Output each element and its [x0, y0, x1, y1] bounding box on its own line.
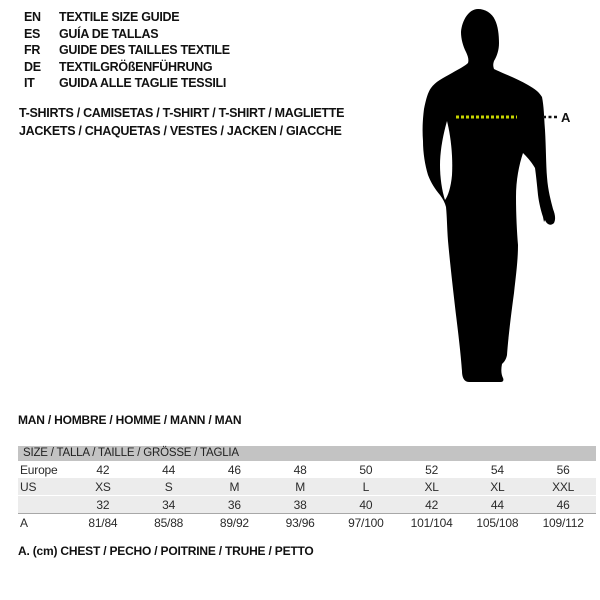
row-label: A — [20, 515, 28, 530]
man-silhouette — [423, 9, 556, 382]
table-cell: XS — [95, 479, 111, 494]
table-cell: L — [362, 479, 370, 494]
table-cell: 85/88 — [154, 515, 184, 530]
table-cell: 109/112 — [542, 515, 584, 530]
table-cell: 97/100 — [348, 515, 384, 530]
table-row-us — [18, 478, 596, 495]
table-cell: 48 — [293, 462, 307, 477]
language-code: DE — [24, 59, 41, 74]
row-label: US — [20, 479, 37, 494]
table-cell: M — [229, 479, 240, 494]
table-cell: 40 — [359, 497, 373, 512]
language-code: IT — [24, 76, 35, 91]
table-cell: M — [295, 479, 306, 494]
table-row-numeric — [18, 495, 596, 513]
table-cell: 81/84 — [88, 515, 118, 530]
language-row-es — [24, 26, 230, 43]
table-cell: 52 — [425, 462, 439, 477]
table-cell: S — [164, 479, 173, 494]
language-title: TEXTILE SIZE GUIDE — [59, 10, 180, 25]
language-list — [24, 9, 230, 92]
table-cell: 56 — [556, 462, 570, 477]
language-code: EN — [24, 10, 41, 25]
table-cell: 105/108 — [476, 515, 519, 530]
table-cell: 42 — [96, 462, 110, 477]
section-title-man: MAN / HOMBRE / HOMME / MANN / MAN — [18, 413, 242, 427]
table-cell: 44 — [162, 462, 176, 477]
table-cell: 89/92 — [219, 515, 249, 530]
language-title: TEXTILGRÖßENFÜHRUNG — [59, 59, 213, 74]
measure-point-a-label: A — [561, 110, 571, 125]
row-label: Europe — [20, 462, 58, 477]
table-cell: 38 — [293, 497, 307, 512]
table-cell: 54 — [490, 462, 504, 477]
language-row-it — [24, 75, 230, 92]
language-row-en — [24, 9, 230, 26]
language-title: GUIDE DES TAILLES TEXTILE — [59, 43, 230, 58]
table-cell: XL — [490, 479, 505, 494]
table-cell: 44 — [490, 497, 504, 512]
table-cell: XL — [424, 479, 439, 494]
table-cell: 93/96 — [285, 515, 315, 530]
man-silhouette-figure — [422, 5, 572, 390]
category-lines — [19, 104, 344, 140]
table-cell: 36 — [227, 497, 241, 512]
table-cell: 34 — [162, 497, 176, 512]
table-cell: 42 — [425, 497, 439, 512]
table-cell: 32 — [96, 497, 110, 512]
table-cell: 50 — [359, 462, 373, 477]
category-tshirts: T-SHIRTS / CAMISETAS / T-SHIRT / T-SHIRT / MAGLIETTE — [19, 106, 345, 120]
category-jackets: JACKETS / CHAQUETAS / VESTES / JACKEN / GIACCHE — [19, 124, 342, 138]
language-code: FR — [24, 43, 41, 58]
language-row-fr — [24, 42, 230, 59]
table-cell: 46 — [556, 497, 570, 512]
language-code: ES — [24, 26, 41, 41]
table-cell: 46 — [227, 462, 241, 477]
table-row-europe — [18, 461, 596, 478]
size-table-header: SIZE / TALLA / TAILLE / GRÖSSE / TAGLIA — [18, 446, 596, 461]
size-table — [18, 446, 596, 531]
table-row-chest-cm — [18, 513, 596, 531]
language-row-de — [24, 59, 230, 76]
table-cell: XXL — [552, 479, 575, 494]
table-cell: 101/104 — [410, 515, 453, 530]
language-title: GUIDA ALLE TAGLIE TESSILI — [59, 76, 227, 91]
language-title: GUÍA DE TALLAS — [59, 26, 159, 41]
measurement-footnote: A. (cm) CHEST / PECHO / POITRINE / TRUHE / PETTO — [18, 544, 314, 558]
